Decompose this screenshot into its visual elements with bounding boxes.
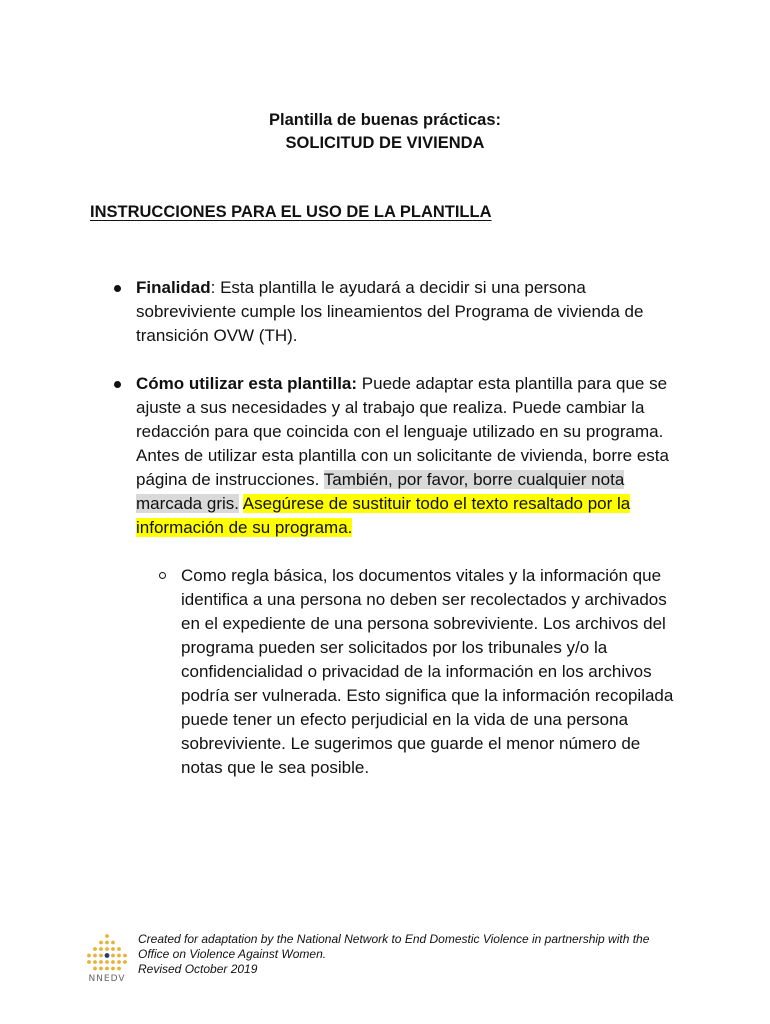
document-title-line1: Plantilla de buenas prácticas: — [269, 111, 501, 129]
logo-dot — [105, 960, 109, 964]
gray-highlight-note: También, por favor, borre cualquier nota marcada gris. — [136, 470, 625, 513]
bullet-dot-icon — [114, 381, 121, 388]
logo-dot — [99, 960, 103, 964]
footer-credit — [138, 932, 698, 977]
hollow-circle-bullet-icon — [159, 572, 166, 579]
logo-dot — [93, 947, 97, 951]
logo-dot — [105, 967, 109, 971]
logo-dot — [111, 960, 115, 964]
footer-line2: Office on Violence Against Women. — [138, 947, 327, 961]
logo-dot — [111, 967, 115, 971]
nnedv-dots-icon — [84, 932, 130, 974]
logo-dot — [99, 967, 103, 971]
logo-dot — [117, 960, 121, 964]
bullet-text: Puede adaptar esta plantilla para que se ajuste a sus necesidades y al trabajo que realiza. Puede cambiar la redacción para que coincida con el lenguaje utilizado en su programa. Antes de utilizar esta plantilla con un solicitante de vivienda, borre esta página de instrucciones. — [136, 374, 669, 489]
logo-dot — [93, 954, 97, 958]
logo-dot — [105, 941, 109, 945]
logo-dot — [123, 954, 127, 958]
logo-dot — [99, 947, 103, 951]
logo-dot — [93, 960, 97, 964]
logo-dot — [117, 967, 121, 971]
logo-dot — [105, 934, 109, 938]
logo-dot — [99, 941, 103, 945]
bullet-item-finalidad — [136, 276, 676, 348]
footer-line1: Created for adaptation by the National Network to End Domestic Violence in partnership with the — [138, 932, 650, 946]
sub-bullet-text: Como regla básica, los documentos vitales y la información que identifica a una persona no deben ser recolectados y archivados en el expediente de una persona sobreviviente. Los archivos del programa pueden ser solicitados por los tribunales y/o la confidencialidad o privacidad de la información en los archivos podría ser vulnerada. Esto significa que la información recopilada puede tener un efecto perjudicial en la vida de una persona sobreviviente. Le sugerimos que guarde el menor número de notas que le sea posible. — [181, 566, 674, 777]
bullet-label: Cómo utilizar esta plantilla: — [136, 374, 358, 393]
bullet-label: Finalidad — [136, 278, 211, 297]
nnedv-logo — [84, 932, 130, 990]
logo-dot — [87, 960, 91, 964]
yellow-highlight-note: Asegúrese de sustituir todo el texto resaltado por la información de su programa. — [136, 494, 631, 537]
logo-dot — [87, 954, 91, 958]
logo-dot — [111, 947, 115, 951]
logo-dot — [111, 941, 115, 945]
logo-dot — [123, 960, 127, 964]
logo-dot — [111, 954, 115, 958]
logo-dot — [117, 954, 121, 958]
logo-dot — [105, 947, 109, 951]
footer-line3: Revised October 2019 — [138, 962, 258, 976]
sub-bullet-item — [181, 564, 681, 780]
logo-dot — [105, 953, 110, 958]
logo-text: NNEDV — [88, 974, 126, 984]
logo-dot — [99, 954, 103, 958]
bullet-item-como-utilizar — [136, 372, 676, 540]
document-title-line2: SOLICITUD DE VIVIENDA — [285, 134, 485, 152]
logo-dot — [117, 947, 121, 951]
logo-dot — [93, 967, 97, 971]
bullet-dot-icon — [114, 285, 121, 292]
section-heading: INSTRUCCIONES PARA EL USO DE LA PLANTILLA — [90, 203, 492, 221]
bullet-text: : Esta plantilla le ayudará a decidir si una persona sobreviviente cumple los lineamientos del Programa de vivienda de transición OVW (TH). — [136, 278, 644, 345]
